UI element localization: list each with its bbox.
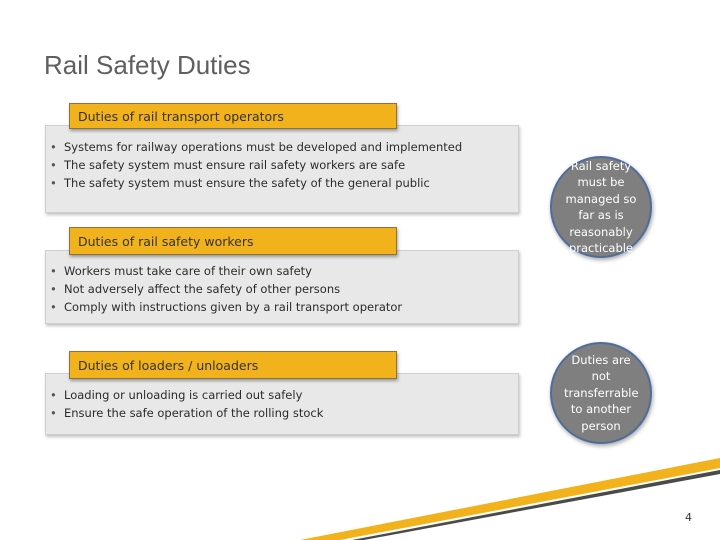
loaders-header: Duties of loaders / unloaders xyxy=(69,351,397,379)
list-item: • Ensure the safe operation of the rolling stock xyxy=(48,404,323,422)
list-item: • The safety system must ensure rail safety workers are safe xyxy=(48,156,462,174)
list-item: • Loading or unloading is carried out safely xyxy=(48,386,323,404)
page-number: 4 xyxy=(685,511,692,524)
list-item: • Comply with instructions given by a rail transport operator xyxy=(48,298,402,316)
list-item: • The safety system must ensure the safety of the general public xyxy=(48,174,462,192)
workers-header: Duties of rail safety workers xyxy=(69,227,397,255)
callout-text: Duties are not transferrable to another person xyxy=(564,352,639,433)
slide-title: Rail Safety Duties xyxy=(44,50,251,80)
list-item: • Not adversely affect the safety of other persons xyxy=(48,280,402,298)
list-item: • Workers must take care of their own safety xyxy=(48,262,402,280)
operators-header: Duties of rail transport operators xyxy=(69,103,397,129)
callout-text: Rail safety must be managed so far as is reasonably practicable xyxy=(565,158,637,255)
list-item: • Systems for railway operations must be developed and implemented xyxy=(48,138,462,156)
